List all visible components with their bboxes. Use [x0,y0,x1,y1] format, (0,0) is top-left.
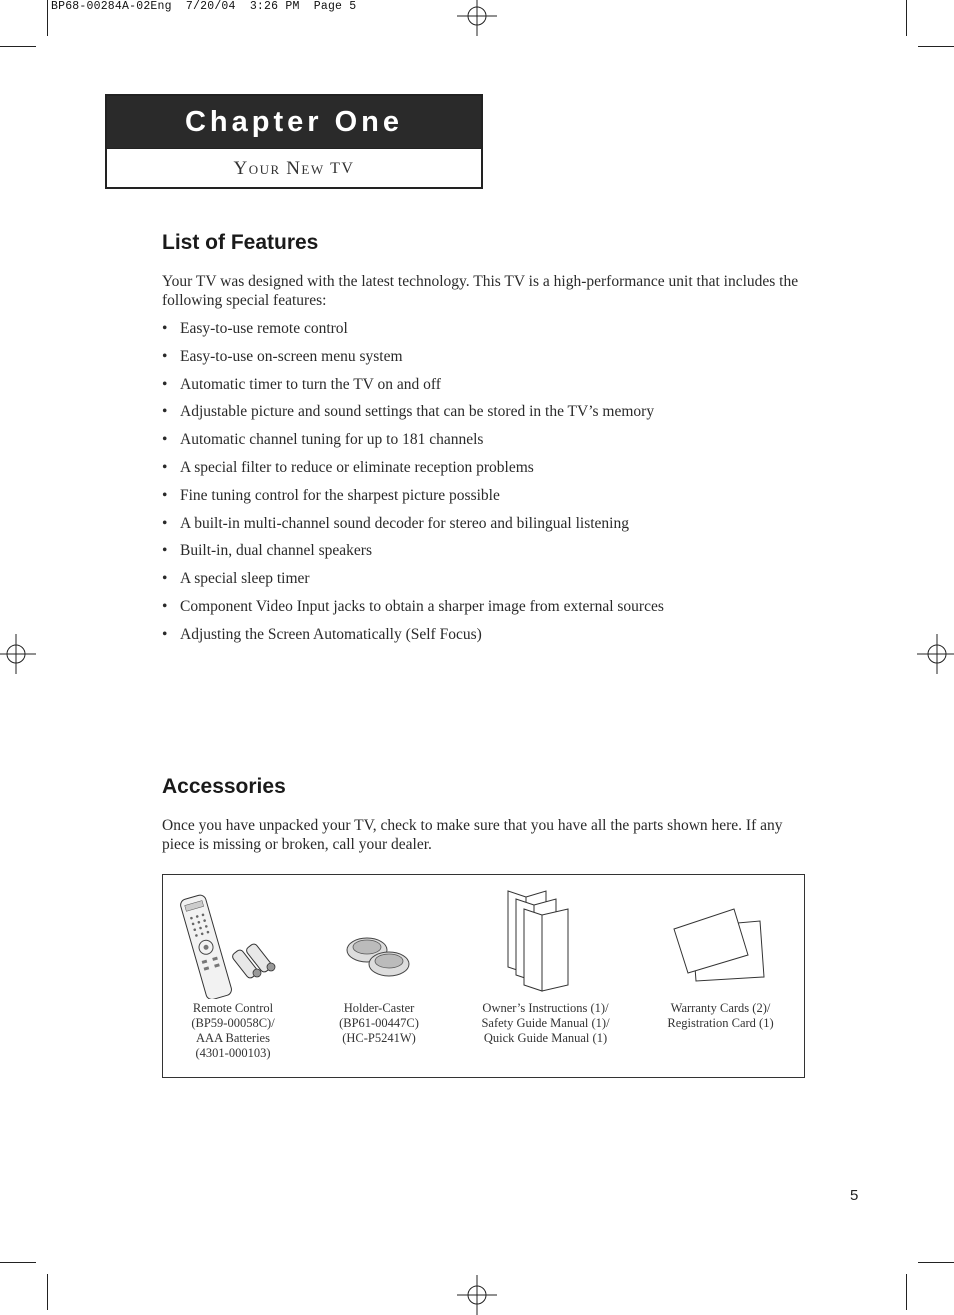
feature-text: Adjusting the Screen Automatically (Self Focus) [180,625,482,643]
bullet: • [162,320,168,337]
feature-text: Easy-to-use remote control [180,320,348,337]
feature-item [162,458,812,486]
caption-line: AAA Batteries [196,1031,270,1045]
chapter-title: Chapter One [107,96,481,149]
accessories-box [162,874,805,1078]
caption-line: (BP61-00447C) [339,1016,419,1030]
chapter-subtitle [107,149,481,188]
feature-text: Component Video Input jacks to obtain a sharper image from external sources [180,597,664,615]
accessory-manuals [458,875,633,1077]
features-heading: List of Features [162,231,319,254]
feature-text: Easy-to-use on-screen menu system [180,347,403,365]
caption-line: Remote Control [192,1001,274,1015]
caption-line: Warranty Cards (2)/ [670,1001,771,1015]
bullet: • [162,514,168,532]
features-intro: Your TV was designed with the latest technology. This TV is a high-performance unit that includes the following special features: [162,273,799,309]
feature-text: Automatic channel tuning for up to 181 channels [180,431,484,449]
manuals-icon [502,887,582,997]
bullet: • [162,347,168,365]
feature-text: A special filter to reduce or eliminate reception problems [180,458,534,476]
bullet: • [162,486,168,504]
bullet: • [162,597,168,615]
accessory-cards [648,875,793,1077]
feature-item [162,430,812,458]
crop-mark [918,1262,954,1263]
cards-icon [672,905,768,985]
bullet: • [162,375,168,393]
caption-line: (BP59-00058C)/ [191,1016,275,1030]
crop-mark [47,0,48,36]
bullet: • [162,625,168,643]
feature-item [162,569,812,597]
crop-mark [906,1274,907,1310]
chapter-header [105,94,483,189]
feature-text: Fine tuning control for the sharpest picture possible [180,486,500,504]
accessories-heading: Accessories [162,775,286,798]
caption-line: Safety Guide Manual (1)/ [481,1016,610,1030]
crop-mark [918,46,954,47]
accessory-holder-caster [309,875,449,1077]
caption-line: (4301-000103) [195,1046,271,1060]
crop-mark [906,0,907,36]
feature-item [162,375,812,403]
caption-line: Owner’s Instructions (1)/ [482,1001,609,1015]
feature-item [162,514,812,542]
crop-mark [0,1262,36,1263]
bullet: • [162,458,168,476]
chapter-subtitle-word: New [286,157,325,179]
accessory-caption [163,1001,303,1061]
feature-text: A built-in multi-channel sound decoder for stereo and bilingual listening [180,514,629,532]
registration-mark-icon [457,0,497,36]
page-number: 5 [850,1187,859,1204]
feature-item [162,402,812,430]
accessory-caption [648,1001,793,1031]
bullet: • [162,570,168,588]
accessory-remote [163,875,303,1077]
feature-item [162,625,812,653]
feature-item [162,319,812,347]
caption-line: Quick Guide Manual (1) [483,1031,608,1045]
registration-mark-icon [917,634,954,674]
feature-item [162,486,812,514]
crop-mark [0,46,36,47]
bullet: • [162,542,168,560]
feature-text: Built-in, dual channel speakers [180,542,372,560]
chapter-subtitle-word: Your [233,157,281,179]
chapter-subtitle-word: TV [330,159,355,177]
feature-text: Automatic timer to turn the TV on and off [180,375,441,393]
feature-item [162,541,812,569]
bullet: • [162,431,168,449]
crop-mark [47,1274,48,1310]
feature-text: Adjustable picture and sound settings that can be stored in the TV’s memory [180,403,655,421]
print-header: BP68-00284A-02Eng 7/20/04 3:26 PM Page 5 [51,0,357,13]
accessory-caption [458,1001,633,1046]
accessories-intro: Once you have unpacked your TV, check to make sure that you have all the parts shown here. If any piece is missing or broken, call your dealer. [162,817,783,853]
feature-item [162,597,812,625]
bullet: • [162,403,168,421]
remote-control-icon [177,887,289,999]
accessory-caption [309,1001,449,1046]
caption-line: Holder-Caster [343,1001,415,1015]
caption-line: (HC-P5241W) [342,1031,416,1045]
features-list [162,319,812,653]
registration-mark-icon [457,1275,497,1315]
caption-line: Registration Card (1) [667,1016,774,1030]
registration-mark-icon [0,634,36,674]
holder-caster-icon [344,930,416,982]
feature-item [162,347,812,375]
feature-text: A special sleep timer [180,570,310,588]
